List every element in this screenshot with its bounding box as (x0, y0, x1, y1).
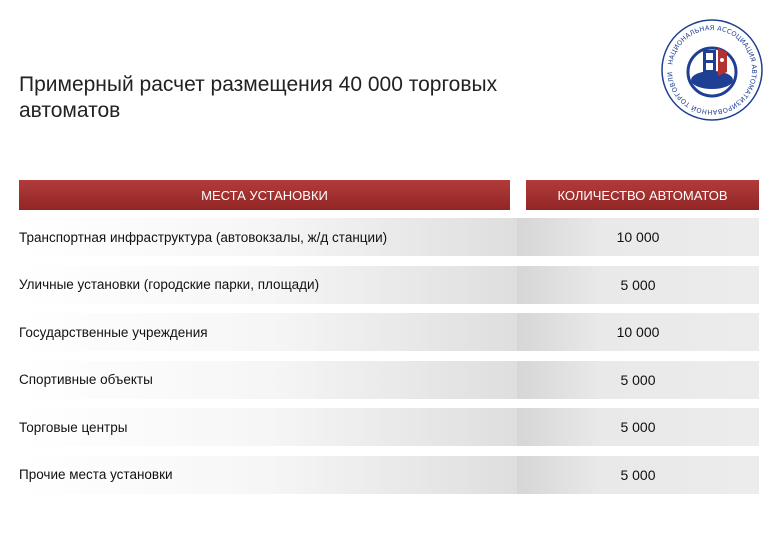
place-cell: Транспортная инфраструктура (автовокзалы, ж/д станции) (19, 218, 517, 256)
header-places: МЕСТА УСТАНОВКИ (19, 180, 510, 210)
association-logo (660, 18, 764, 122)
place-cell: Уличные установки (городские парки, площади) (19, 266, 517, 304)
page-title: Примерный расчет размещения 40 000 торговых автоматов (19, 73, 498, 122)
header-count: КОЛИЧЕСТВО АВТОМАТОВ (526, 180, 759, 210)
table-header (19, 180, 759, 210)
place-cell: Государственные учреждения (19, 313, 517, 351)
placement-table (19, 180, 759, 494)
table-row (19, 456, 759, 494)
place-cell: Торговые центры (19, 408, 517, 446)
count-cell: 5 000 (517, 456, 759, 494)
table-row (19, 408, 759, 446)
count-cell: 5 000 (517, 266, 759, 304)
place-cell: Спортивные объекты (19, 361, 517, 399)
table-row (19, 361, 759, 399)
table-row (19, 313, 759, 351)
place-cell: Прочие места установки (19, 456, 517, 494)
table-row (19, 218, 759, 256)
logo-ring-text: НАЦИОНАЛЬНАЯ АССОЦИАЦИЯ АВТОМАТИЗИРОВАННОЙ ТОРГОВЛИ (665, 23, 759, 117)
table-row (19, 266, 759, 304)
count-cell: 10 000 (517, 218, 759, 256)
count-cell: 5 000 (517, 408, 759, 446)
count-cell: 10 000 (517, 313, 759, 351)
count-cell: 5 000 (517, 361, 759, 399)
